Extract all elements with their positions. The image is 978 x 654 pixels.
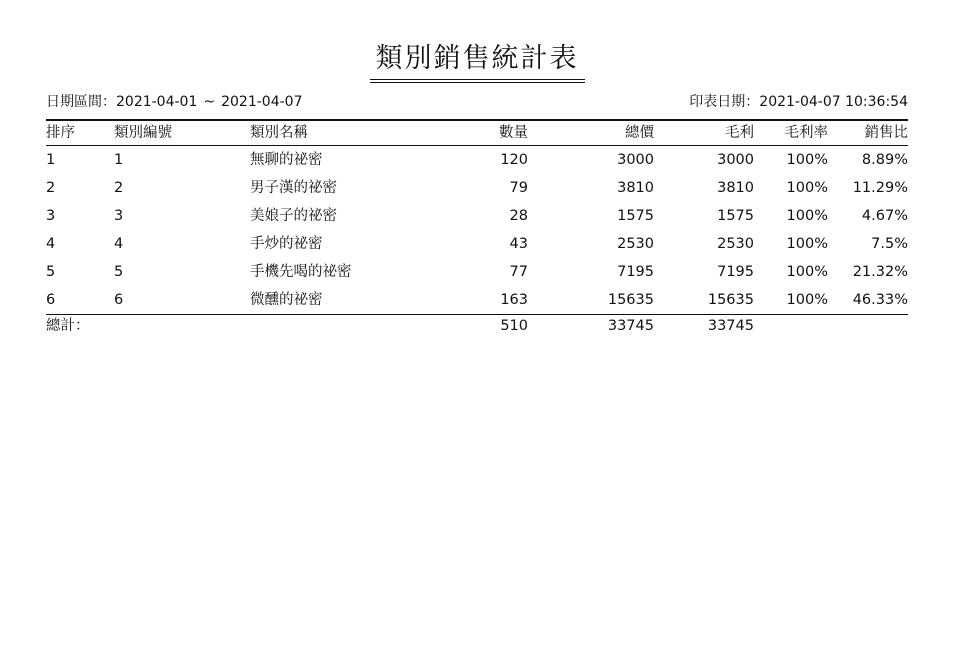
cell-cat-name: 手機先喝的祕密	[250, 264, 352, 280]
cell-profit: 3810	[717, 180, 754, 196]
cell-cat-no: 6	[114, 286, 250, 315]
cell-cat-no: 4	[114, 236, 124, 252]
cell-cat-name: 美娘子的祕密	[250, 208, 337, 224]
title-area	[46, 42, 908, 80]
table-row	[46, 258, 908, 286]
cell-share: 46.33%	[828, 286, 908, 315]
col-header-cat-name: 類別名稱	[250, 120, 446, 146]
cell-margin: 100%	[786, 152, 828, 168]
cell-cat-name: 手炒的祕密	[250, 236, 323, 252]
totals-total: 33745	[607, 318, 654, 334]
cell-cat-name: 無聊的祕密	[250, 152, 323, 168]
cell-rank: 4	[46, 236, 56, 252]
date-separator: ~	[203, 94, 216, 110]
col-header-profit: 毛利	[654, 120, 754, 146]
col-header-rank: 排序	[46, 120, 114, 146]
cell-profit: 7195	[717, 264, 754, 280]
cell-cat-no: 3	[114, 208, 124, 224]
report-meta	[46, 92, 908, 112]
col-header-total: 總價	[528, 120, 654, 146]
totals-row	[46, 315, 908, 340]
cell-rank: 2	[46, 180, 56, 196]
cell-share: 11.29%	[852, 180, 908, 196]
cell-qty: 77	[509, 264, 528, 280]
cell-rank: 3	[46, 208, 56, 224]
cell-share: 4.67%	[861, 208, 908, 224]
cell-qty: 163	[446, 286, 528, 315]
cell-profit: 3000	[717, 152, 754, 168]
totals-profit: 33745	[707, 318, 754, 334]
date-range-label: 日期區間：	[46, 94, 116, 110]
cell-margin: 100%	[754, 286, 828, 315]
col-header-cat-no: 類別編號	[114, 120, 250, 146]
cell-margin: 100%	[786, 236, 828, 252]
category-sales-table	[46, 119, 908, 339]
cell-total: 15635	[528, 286, 654, 315]
cell-cat-no: 1	[114, 152, 124, 168]
cell-rank: 6	[46, 286, 114, 315]
date-from: 2021-04-01	[116, 94, 198, 110]
col-header-margin: 毛利率	[754, 120, 828, 146]
totals-share-empty	[828, 315, 908, 340]
table-row	[46, 174, 908, 202]
cell-total: 2530	[617, 236, 654, 252]
cell-margin: 100%	[786, 208, 828, 224]
cell-profit: 1575	[717, 208, 754, 224]
cell-cat-name: 微醺的祕密	[250, 286, 446, 315]
table-row	[46, 286, 908, 315]
cell-share: 21.32%	[852, 264, 908, 280]
cell-share: 8.89%	[861, 152, 908, 168]
cell-qty: 28	[509, 208, 528, 224]
totals-qty: 510	[500, 318, 528, 334]
cell-qty: 43	[509, 236, 528, 252]
totals-label: 總計：	[46, 318, 90, 334]
cell-total: 3000	[617, 152, 654, 168]
cell-qty: 120	[500, 152, 528, 168]
cell-qty: 79	[509, 180, 528, 196]
cell-rank: 1	[46, 152, 56, 168]
table-header-row	[46, 120, 908, 146]
table-row	[46, 146, 908, 175]
print-date-label: 印表日期：	[689, 94, 760, 110]
date-range	[46, 92, 302, 112]
cell-profit: 15635	[654, 286, 754, 315]
report-title: 類別銷售統計表	[370, 42, 585, 80]
cell-cat-name: 男子漢的祕密	[250, 180, 337, 196]
cell-margin: 100%	[786, 180, 828, 196]
totals-margin-empty	[754, 315, 828, 340]
cell-margin: 100%	[786, 264, 828, 280]
col-header-qty: 數量	[446, 120, 528, 146]
cell-cat-no: 5	[114, 264, 124, 280]
cell-total: 1575	[617, 208, 654, 224]
print-date-value: 2021-04-07 10:36:54	[759, 94, 908, 110]
table-row	[46, 230, 908, 258]
cell-share: 7.5%	[871, 236, 908, 252]
cell-profit: 2530	[717, 236, 754, 252]
cell-total: 7195	[617, 264, 654, 280]
print-date	[689, 92, 908, 112]
date-to: 2021-04-07	[221, 94, 303, 110]
cell-cat-no: 2	[114, 180, 124, 196]
cell-rank: 5	[46, 264, 56, 280]
cell-total: 3810	[617, 180, 654, 196]
table-row	[46, 202, 908, 230]
col-header-share: 銷售比	[828, 120, 908, 146]
